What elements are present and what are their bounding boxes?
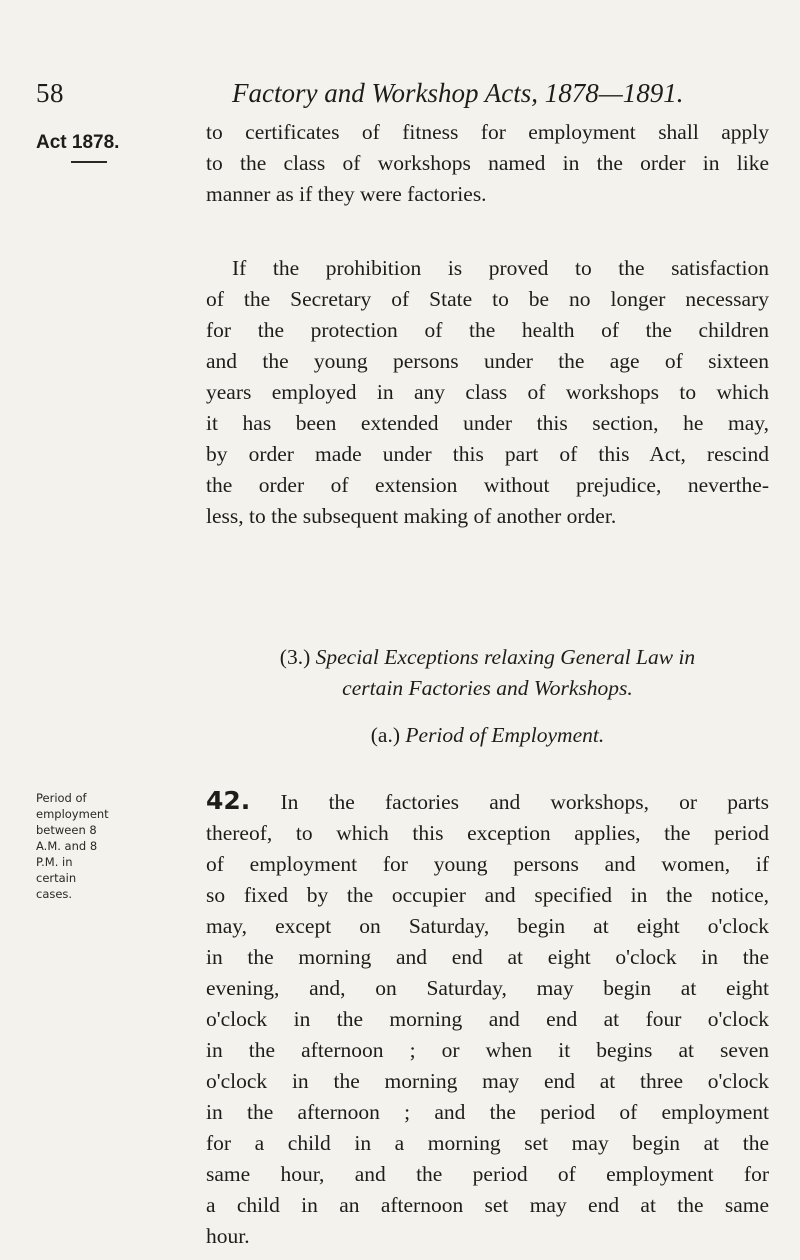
text-line: same hour, and the period of employment for: [206, 1162, 769, 1186]
text-line: If the prohibition is proved to the satisfaction: [232, 256, 769, 280]
section-heading-line-2: [206, 673, 769, 704]
text-line: in the afternoon ; and the period of employment: [206, 1100, 769, 1124]
section-heading-subtitle: certain Factories and Workshops.: [342, 676, 633, 700]
running-header: [36, 78, 760, 110]
text-line: by order made under this part of this Act, rescind: [206, 442, 769, 466]
text-line: a child in an afternoon set may end at the same: [206, 1193, 769, 1217]
text-line: for the protection of the health of the children: [206, 318, 769, 342]
text-line-first: [206, 785, 769, 818]
section-heading-number: (3.): [279, 645, 311, 669]
text-line: to certificates of fitness for employment shall apply: [206, 120, 769, 144]
text-line: the order of extension without prejudice, neverthe-: [206, 473, 769, 497]
section-heading: [206, 642, 769, 704]
subheading-number: (a.): [370, 723, 401, 747]
text-line: for a child in a morning set may begin at the: [206, 1131, 769, 1155]
side-note-line: A.M. and 8: [36, 839, 98, 853]
text-line: less, to the subsequent making of another order.: [206, 504, 617, 528]
margin-side-note: [36, 790, 132, 902]
margin-act-label: Act 1878.: [36, 132, 120, 153]
subheading: [206, 720, 769, 751]
text-line: o'clock in the morning may end at three o'clock: [206, 1069, 769, 1093]
text-line: o'clock in the morning and end at four o'clock: [206, 1007, 769, 1031]
text-line: may, except on Saturday, begin at eight o'clock: [206, 914, 769, 938]
text-line: of the Secretary of State to be no longer necessary: [206, 287, 769, 311]
section-number: 42.: [206, 786, 251, 815]
text-line: to the class of workshops named in the order in like: [206, 151, 769, 175]
side-note-line: certain: [36, 871, 77, 885]
text-line: of employment for young persons and women, if: [206, 852, 769, 876]
section-heading-line-1: [206, 642, 769, 673]
running-title-text: Factory and Workshop Acts, 1878—1891.: [232, 78, 684, 108]
text-line: years employed in any class of workshops to which: [206, 380, 769, 404]
side-note-line: between 8: [36, 823, 97, 837]
side-note-line: cases.: [36, 887, 73, 901]
side-note-line: employment: [36, 807, 109, 821]
section-42-paragraph: [206, 785, 769, 1252]
text-line: in the morning and end at eight o'clock in the: [206, 945, 769, 969]
text-line: so fixed by the occupier and specified in the notice,: [206, 883, 769, 907]
subheading-title: Period of Employment.: [405, 723, 605, 747]
section-heading-title: Special Exceptions relaxing General Law in: [315, 645, 696, 669]
text-line: hour.: [206, 1224, 250, 1248]
text-line: it has been extended under this section, he may,: [206, 411, 769, 435]
page-number: 58: [36, 78, 64, 108]
text-line: and the young persons under the age of sixteen: [206, 349, 769, 373]
text-line: thereof, to which this exception applies, the period: [206, 821, 769, 845]
margin-act-underline: [71, 161, 107, 163]
side-note-line: P.M. in: [36, 855, 73, 869]
text-line: manner as if they were factories.: [206, 182, 487, 206]
paragraph-continuation: [206, 117, 769, 210]
running-title: [232, 78, 684, 109]
section-42-first-line: In the factories and workshops, or parts: [280, 790, 770, 814]
text-line: evening, and, on Saturday, may begin at eight: [206, 976, 769, 1000]
text-line: in the afternoon ; or when it begins at seven: [206, 1038, 769, 1062]
paragraph-prohibition: [206, 253, 769, 532]
side-note-line: Period of: [36, 791, 87, 805]
